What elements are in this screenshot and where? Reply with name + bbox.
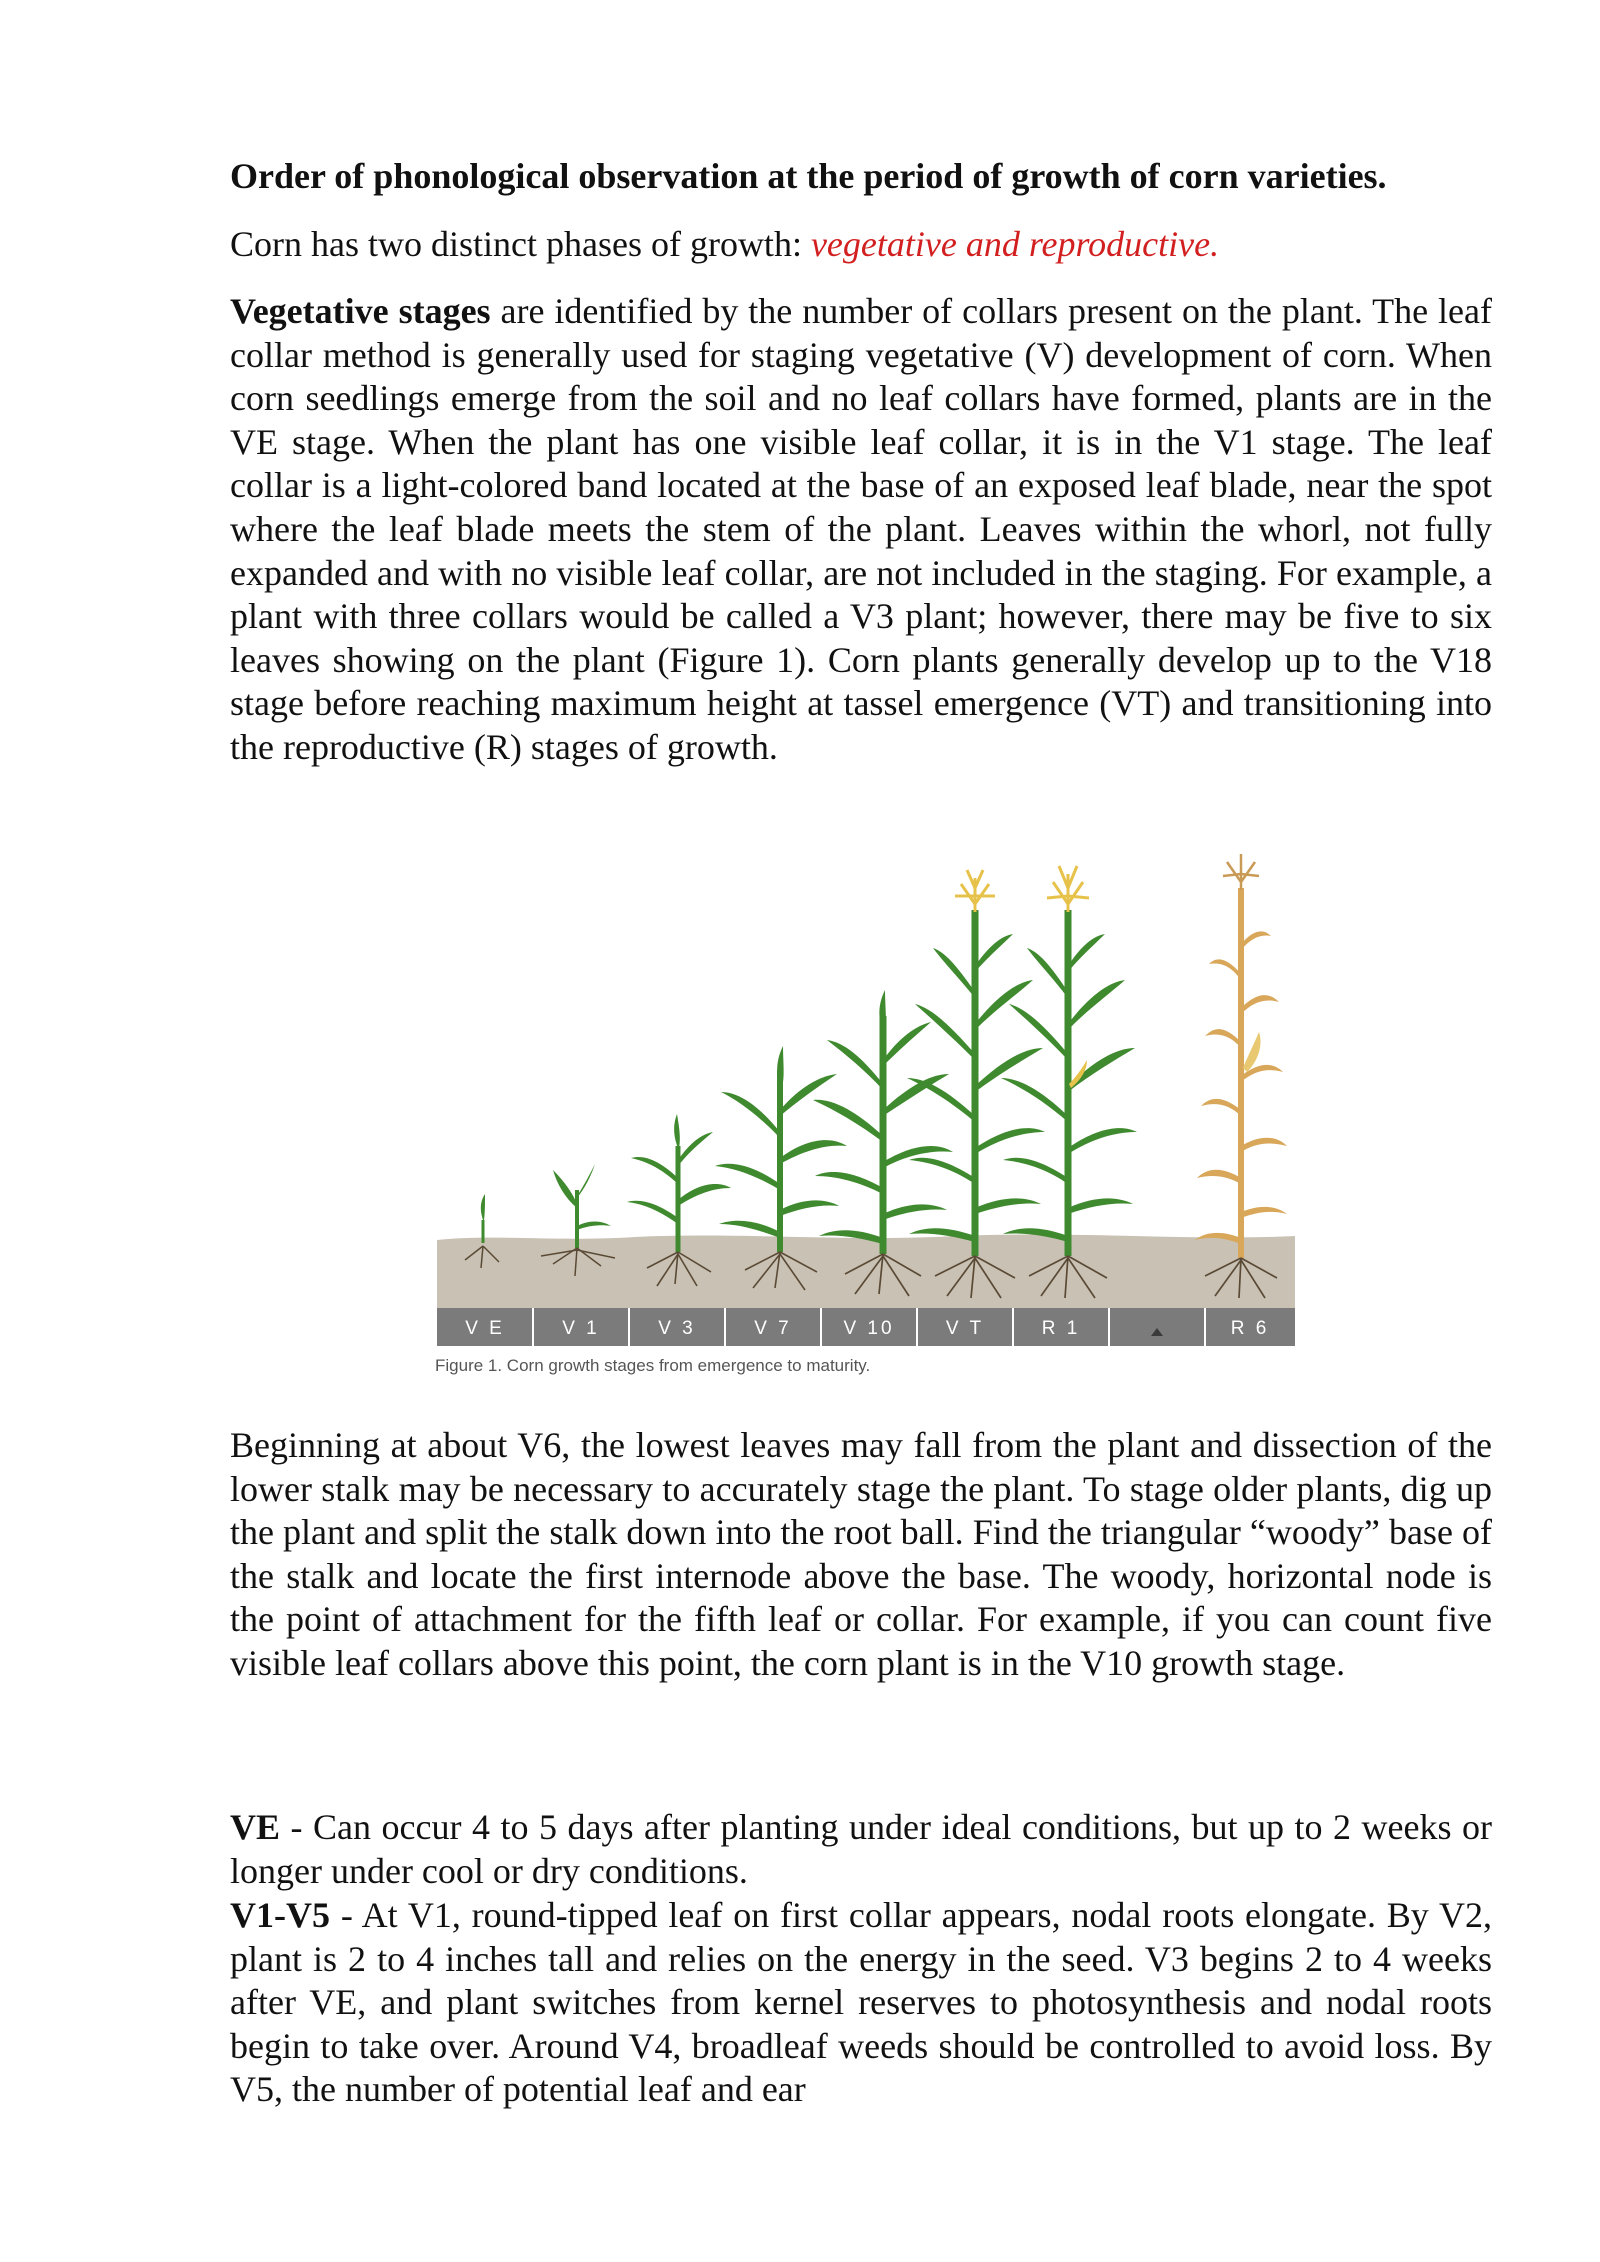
stage-label-v10: V 10 — [843, 1318, 895, 1339]
tassel-vt — [955, 870, 995, 912]
plant-ve — [465, 1194, 499, 1268]
ear-r6 — [1243, 1032, 1261, 1072]
stage-label-r6: R 6 — [1230, 1318, 1270, 1339]
stage-label-vt: V T — [945, 1318, 985, 1339]
figure-caption: Figure 1. Corn growth stages from emergence to maturity. — [435, 1356, 871, 1375]
growth-phases-highlight: vegetative and reproductive. — [810, 224, 1220, 264]
vegetative-stages-paragraph — [230, 290, 1492, 770]
ve-stage-entry — [230, 1806, 1492, 1893]
intro-text: Corn has two distinct phases of growth: — [230, 224, 811, 264]
stage-label-v1: V 1 — [562, 1318, 600, 1339]
corn-growth-illustration — [435, 848, 1297, 1348]
corn-growth-figure — [435, 848, 1297, 1388]
tassel-r6 — [1223, 854, 1259, 890]
plant-r6 — [1195, 854, 1287, 1298]
v1-v5-stage-entry — [230, 1894, 1492, 2112]
stage-label-v7: V 7 — [754, 1318, 792, 1339]
vegetative-stages-body: are identified by the number of collars present on the plant. The leaf collar method is generally used for staging vegetative (V) development of corn. When corn seedlings emerge from the soil and no leaf collars have formed, plants are in the VE stage. When the plant has one visible leaf collar, it is in the V1 stage. The leaf collar is a light-colored band located at the base of an exposed leaf blade, near the spot where the leaf blade meets the stem of the plant. Leaves within the whorl, not fully expanded and with no visible leaf collar, are not included in the staging. For example, a plant with three collars would be called a V3 plant; however, there may be five to six leaves showing on the plant (Figure 1). Corn plants generally develop up to the V18 stage before reaching maximum height at tassel emergence (VT) and transitioning into the reproductive (R) stages of growth. — [230, 291, 1493, 767]
stage-label-v3: V 3 — [658, 1318, 696, 1339]
vegetative-stages-lead: Vegetative stages — [230, 291, 491, 331]
intro-paragraph — [230, 220, 1492, 268]
v1-v5-stage-label: V1-V5 — [230, 1895, 330, 1935]
ve-stage-text: - Can occur 4 to 5 days after planting under ideal conditions, but up to 2 weeks or longer under cool or dry conditions. — [230, 1807, 1492, 1891]
tassel-r1 — [1047, 866, 1089, 912]
stage-label-r1: R 1 — [1041, 1318, 1081, 1339]
plant-r1 — [1001, 866, 1137, 1298]
stage-label-ve: V E — [465, 1318, 505, 1339]
staging-older-plants-paragraph: Beginning at about V6, the lowest leaves may fall from the plant and dissection of the lower stalk may be necessary to accurately stage the plant. To stage older plants, dig up the plant and split the stalk down into the root ball. Find the triangular “woody” base of the stalk and locate the first internode above the base. The woody, horizontal node is the point of attachment for the fifth leaf or collar. For example, if you can count five visible leaf collars above this point, the corn plant is in the V10 growth stage. — [230, 1425, 1492, 1683]
document-heading: Order of phonological observation at the period of growth of corn varieties. — [230, 156, 1387, 196]
v1-v5-stage-text: - At V1, round-tipped leaf on first collar appears, nodal roots elongate. By V2, plant is 2 to 4 inches tall and relies on the energy in the seed. V3 begins 2 to 4 weeks after VE, and plant switches from kernel reserves to photosynthesis and nodal roots begin to take over. Around V4, broadleaf weeds should be controlled to avoid loss. By V5, the number of potential leaf and ear — [230, 1895, 1492, 2110]
ve-stage-label: VE — [230, 1807, 281, 1847]
soil-band — [437, 1235, 1295, 1308]
